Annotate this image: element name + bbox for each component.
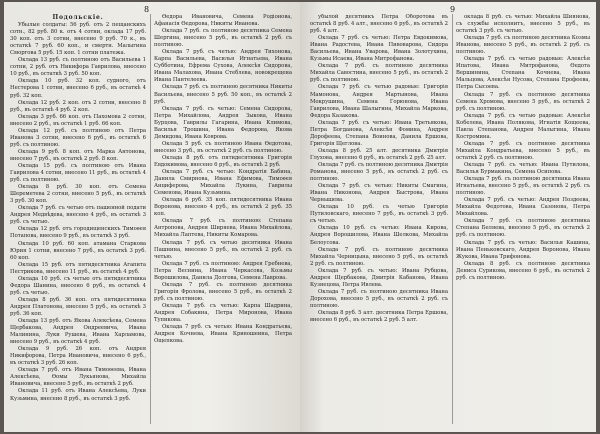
text-paragraph: Оклада 7 руб. съ полтиною десятника Ивана Дорохова, внесено 5 руб., въ остаткѣ 2 руб. съ полтиною. (310, 288, 448, 309)
text-paragraph: Оклада 7 руб. съ полтиною десятника Михайла Кондратьева, внесено 5 руб., въ остаткѣ 2 руб. съ полтиною. (456, 140, 590, 161)
text-paragraph: Оклада 3 руб. 66 коп. отъ Пахомова 2 сотни, внесено 2 руб., въ остаткѣ 1 руб. 66 коп. (10, 113, 146, 127)
book-spread (4, 2, 596, 432)
text-paragraph: Оклада 12 руб. отъ городищенскихъ Тимоѳея Потапова, внесено 9 руб., въ остаткѣ 3 руб. (10, 226, 146, 240)
text-paragraph: Оклада 12 руб. съ полтиною отъ Петра Иванова 3 сотни, внесено 6 руб., въ остаткѣ 6 руб. съ полтиною. (10, 127, 146, 148)
text-column (310, 14, 448, 428)
text-paragraph: Оклада 10 руб. 60 коп. атамана Старкова Юрия 1 сотни, внесено 7 руб., въ остаткѣ 3 руб. 60 коп. (10, 240, 146, 261)
text-paragraph: Оклада 8 руб. 25 алт. десятника Дмитрія Глухова, внесено 6 руб., въ остаткѣ 2 руб. 25 алт. (310, 147, 448, 161)
text-paragraph: Оклада 10 руб. съ четью Григорія Путиловскаго, внесено 7 руб., въ остаткѣ 3 руб. съ четью. (310, 204, 448, 225)
text-paragraph: оклада 8 руб. съ четью: Михайла Шиянова, съ службы исполнитъ, внесено 5 руб., въ остаткѣ 3 руб. съ четью. (456, 14, 590, 35)
text-paragraph: Оклада 7 руб. съ полтиною: Андрея Гребнева, Петра Веснина, Ивана Черкасова, Козьмы Ворошилова, Данила Долгова, Семена Лаврова. (154, 260, 292, 281)
text-paragraph: Оклада 7 руб. съ четью: Андрея Тихонова, Карпа Васильева, Василья Игнатьева, Ивана Субботина, Ефрема Сухова, Алексѣя Сидорова, Ивана Малахова, Ивана Стеблева, новокрещена Ивана Пантелеева. (154, 49, 292, 84)
text-paragraph: Оклада 7 руб. съ четью: Василья Кашина, Ивана Пеньковскаго, Андрея Воронова, Ивана Жукова, Ивана Трифонова. (456, 239, 590, 260)
text-paragraph: Оклада 7 руб. съ полтиною десятника Дмитрія Романова, внесено 5 руб., въ остаткѣ 2 руб. съ полтиною. (310, 161, 448, 183)
text-paragraph: Оклада 13 руб. отъ Якова Алексѣева, Семена Щербакова, Андрея Ондреевича, Ивана Малинина, Луки Рушева, Ивана Харламова, внесено 9 руб., въ остаткѣ 4 руб. (10, 318, 146, 346)
text-paragraph: Оклада 7 руб. съ четью: Ивана Рубцова, Андрея Щербакова, Дмитрія Кабанова, Ивана Кузнецова, Петра Ивлева. (310, 267, 448, 288)
text-paragraph: Оклада 10 руб. съ четью отъ пятидесятника Федора Шанина, внесено 6 руб., въ остаткѣ 4 руб. съ четью. (10, 275, 146, 296)
text-paragraph: Оклада 9 руб. 8 коп. отъ Марка Антонова, внесено 7 руб., въ остаткѣ 2 руб. 8 коп. (10, 148, 146, 162)
text-paragraph: Оклада 8 руб. отъ пятидесятника Григорія Евдокимова, внесено 6 руб., въ остаткѣ 2 руб. (154, 154, 292, 168)
column-divider (452, 14, 453, 424)
text-paragraph: Оклада 13 руб. съ полтиною отъ Васильева 1 сотни, 2 руб. отъ Никифора Гаврилова, внесено 10 руб., въ остаткѣ 3 руб. 50 коп. (10, 57, 146, 78)
text-paragraph: Оклада 10 руб. 32 коп. судного, отъ Нестерова 1 сотни, внесено 6 руб., въ остаткѣ 4 руб. 32 коп. (10, 78, 146, 99)
text-paragraph: Оклада 15 руб. отъ пятидесятника Агапита Пестрикова, внесено 11 руб., въ остаткѣ 4 руб. (10, 261, 146, 275)
column-body (310, 14, 448, 324)
text-paragraph: Оклада 7 руб. съ четью радовые: Григорія Мамонова, Андрея Мартынова, Ивана Мокрушина, Семена Горюнова, Ивана Гаврилова, Ивана Шалыгина, Михайла Маркова, Федора Казакова. (310, 84, 448, 119)
column-divider (150, 14, 151, 424)
text-paragraph: Оклада 7 руб. съ четью: Кондратія Бабина, Данила Смирнова, Ивана Ефимова, Тимоѳея Анциферова, Михайла Лукина, Гаврилы Семенова, Ивана Кузьмина. (154, 169, 292, 197)
text-paragraph: Оклада 7 руб. съ четью: Петра Евдокимова, Ивана Радостева, Ивана Пивоварова, Сидора Васильева, Ивана Уварова, Ивана Золотухина, Кузьмы Исаева, Ивана Митрофанова. (310, 35, 448, 63)
text-paragraph: Оклада 8 руб. 5 алт. десятника Петра Ершова, внесено 6 руб., въ остаткѣ 2 руб. 5 алт. (310, 309, 448, 324)
text-paragraph: Оклада 9 руб. 26 коп. отъ Андрея Никифорова, Петра Ивановича, внесено 6 руб., въ остаткѣ 3 руб. 26 коп. (10, 346, 146, 367)
text-paragraph: Оклада 5 руб. съ полтиною Ивана Ѳедотова, внесено 3 руб., въ остаткѣ 2 руб. съ полтиною. (154, 140, 292, 154)
text-paragraph: Оклада 7 руб. съ четью: Ивана Путилова, Василья Бурмакина, Семена Осипова. (456, 161, 590, 176)
text-paragraph: Оклада 7 руб. съ четью радовые: Алексѣя Ипатова, Ивана Митрофанова, Ѳедота Вершинина, Степана Кочнева, Ивана Мальцова, Алексѣя Нусова, Степана Ерофеева, Петра Сысоева. (456, 56, 590, 91)
text-paragraph: Оклада 7 руб. съ полтиною десятника Семена Шергина, внесено 5 руб., въ остаткѣ 2 руб. съ полтиною. (154, 28, 292, 49)
text-paragraph: Оклада 8 руб. 36 коп. отъ пятидесятника Андрея Платонова, внесено 5 руб., въ остаткѣ 3 руб. 36 коп. (10, 296, 146, 317)
text-paragraph: Оклада 7 руб. съ полтиною десятника Козмы Иванова, внесено 5 руб., въ остаткѣ 2 руб. съ полтиною. (456, 35, 590, 56)
text-paragraph: Оклада 7 руб. отъ Ивана Тимоѳеева, Ивана Алексѣева, Ѳомы Лукьянова, Михайла Ивановича, внесено 5 руб., въ остаткѣ 2 руб. (10, 367, 146, 388)
text-paragraph: Оклада 12 руб. 2 коп. отъ 2 сотни, внесено 8 руб., въ остаткѣ 4 руб. 2 коп. (10, 99, 146, 113)
text-paragraph: Оклада 7 руб. съ четью: Ивана Третьякова, Петра Богданова, Алексѣя Фомина, Андрея Дорофеева, Степана Воинова, Данила Ершова, Григорія Щеглова. (310, 119, 448, 147)
text-paragraph: Оклада 8 руб. 30 коп. отъ Семена Шереметева 2 сотни, внесено 5 руб., въ остаткѣ 3 руб. 30 коп. (10, 184, 146, 205)
text-paragraph: Оклада 7 руб. съ четью: Карпа Шадрина, Андрея Собакина, Петра Миронова, Ивана Тупикова. (154, 302, 292, 324)
text-column (154, 14, 292, 428)
text-paragraph: Ѳедора Ивановича, Семена Родіонова, Афанасія Ѳедорова, Никиты Иванова. (154, 14, 292, 28)
text-paragraph: Оклада 7 руб. съ четью: Никиты Смагина, Ивана Никонова, Андрея Быстрова, Ивана Чернышева. (310, 183, 448, 204)
section-heading: Подольскіе. (52, 14, 104, 21)
left-page (4, 2, 300, 432)
text-paragraph: Оклада 7 руб. съ четью десятника Ивана Пашнина, внесено 5 руб., въ остаткѣ 2 руб. съ четью. (154, 239, 292, 260)
text-paragraph: Оклада 7 руб. съ полтиною десятника Ивана Игнатьева, внесено 5 руб., въ остаткѣ 2 руб. съ полтиною. (456, 176, 590, 197)
text-column (10, 14, 146, 428)
text-paragraph: Оклада 7 руб. съ полтиною десятника Михайла Черницына, внесено 5 руб., въ остаткѣ 2 руб. съ полтиною. (310, 246, 448, 267)
text-paragraph: Оклада 7 руб. съ полтиною десятника Михайла Савостина, внесено 5 руб., въ остаткѣ 2 руб. съ полтиною. (310, 63, 448, 84)
text-paragraph: Оклада 7 руб. съ полтиною десятника Семена Хромова, внесено 5 руб., въ остаткѣ 2 руб. съ полтиною. (456, 91, 590, 112)
text-paragraph: Оклада 7 руб. съ четью: Андрея Поздеева, Михайла Федотова, Ивана Сазонова, Петра Михайлова. (456, 197, 590, 218)
text-paragraph: Оклада 8 руб. съ полтиною десятника Дениса Сурикова, внесено 6 руб., въ остаткѣ 2 руб. съ полтиною. (456, 260, 590, 281)
page-number: 8 (144, 5, 150, 14)
text-paragraph: Оклада 11 руб. отъ Ивана Алексѣева, Луки Кузьмина, внесено 8 руб., въ остаткѣ 3 руб. (10, 388, 146, 402)
text-column (456, 14, 590, 428)
column-body (154, 14, 292, 345)
text-paragraph: Оклада 7 руб. съ полтиною: Степана Антропова, Андрея Ширяева, Ивана Михайлова, Михайла Лаптева, Никиты Комарова. (154, 218, 292, 239)
text-paragraph: Оклада 10 руб. съ четью: Ивана Кирова, Андрея Ворошилова, Ивана Шелкова, Михайла Белоусова. (310, 225, 448, 246)
column-body (456, 14, 590, 282)
text-paragraph: Оклада 6 руб. 35 коп. пятидесятника Ивана Воронова, внесено 4 руб., въ остаткѣ 2 руб. 35 коп. (154, 197, 292, 218)
right-page (300, 2, 596, 432)
column-body (10, 22, 146, 403)
text-paragraph: Оклада 7 руб. съ полтиною десятника Никиты Васильева, внесено 5 руб. 50 коп., въ остаткѣ 2 руб. (154, 84, 292, 105)
text-paragraph: Убылые солдаты: 56 руб. отъ 2 пещанскихъ сотн., 82 руб. 80 к. отъ 4 сотни, оклада 17 руб. 30 коп. отъ 3 сотни, внесено 9 руб. 70 к., въ остаткѣ 7 руб. 60 коп., и смертн. Малыгина Сморгова 5 руб. 15 коп. 1 сотни платежа. (10, 22, 146, 57)
page-number: 9 (450, 5, 456, 14)
text-paragraph: Оклада 15 руб. съ полтиною отъ Ивана Гаврилова 4 сотни, внесено 11 руб., въ остаткѣ 4 руб. съ полтиною. (10, 162, 146, 184)
text-paragraph: Оклада 7 руб. съ четью отъ пашенной подати Андрея Медвѣдева, внесено 4 руб., въ остаткѣ 3 руб. съ четью. (10, 205, 146, 226)
text-paragraph: Оклада 7 руб. съ четью радовые: Алексѣя Кобелева, Ивана Полякова, Игнатія Кощеева, Павла Степанова, Андрея Малыгина, Ивана Костромина. (456, 112, 590, 140)
text-paragraph: Оклада 7 руб. съ четью: Семена Сидорова, Петра Михайлова, Андрея Зыкова, Ивана Бурцова, Гаврилы Гагарина, Ивана Климова, Василья Трошина, Ивана Федорова, Якова Демидова, Ивана Коврова. (154, 105, 292, 140)
text-paragraph: убылой десятникъ Петра Оборотова въ остаткѣ 8 руб. 4 алт., внесено 6 руб., въ остаткѣ 2 руб. 4 алт. (310, 14, 448, 35)
text-paragraph: Оклада 7 руб. съ полтиною десятника Григорія Фролова, внесено 5 руб., въ остаткѣ 2 руб. съ полтиною. (154, 281, 292, 302)
text-paragraph: Оклада 7 руб. съ четью: Ивана Кондратьева, Андрея Кочнева, Ивана Кривошеина, Петра Ощепкова. (154, 324, 292, 345)
text-paragraph: Оклада 7 руб. съ полтиною десятника Степана Беляева, внесено 5 руб., въ остаткѣ 2 руб. съ полтиною. (456, 218, 590, 239)
